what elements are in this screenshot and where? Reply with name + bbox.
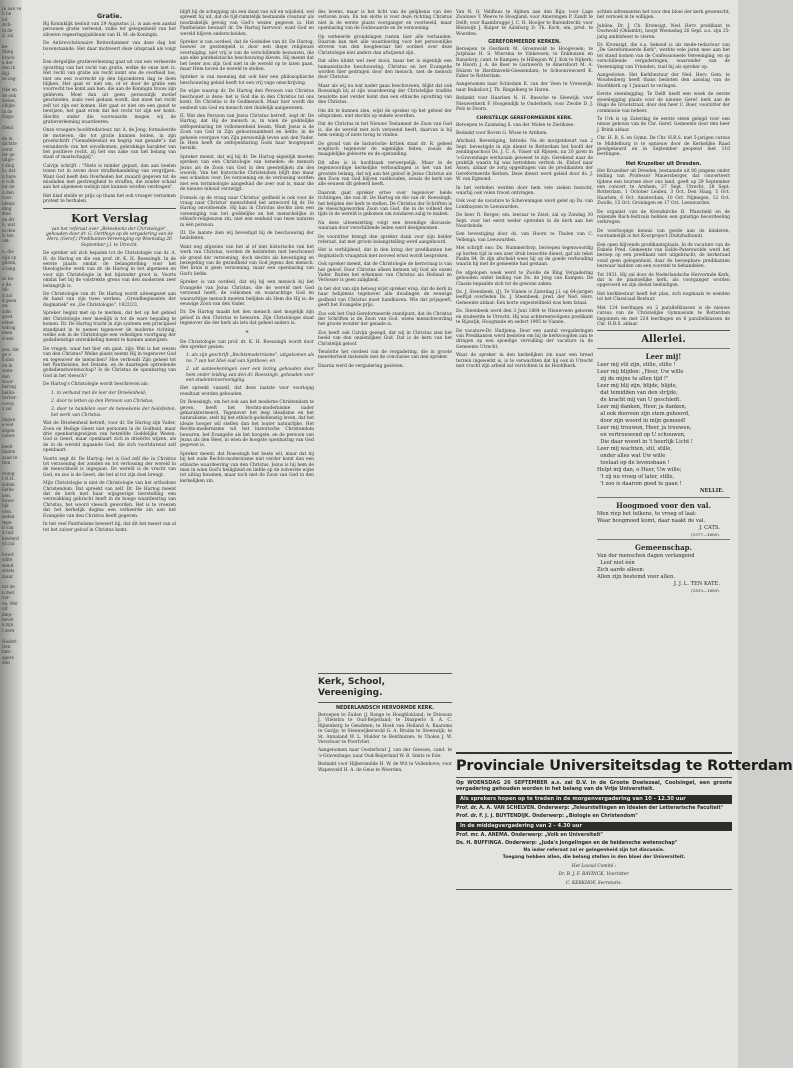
poem-line-hoogmoed: Waar hoogmoed komt, daar naakt de val. (597, 518, 706, 525)
speaker-van-schelven: Prof. dr. A. A. VAN SCHELVEN. Onderwerp: „Teleurstellingen en Idealen der Letterarische Faculteit" (456, 806, 724, 812)
verslag-paragraph-7: Voorts zegt dr. De Hartog: het is God zelf die in Christus tot verzoening der zonden en tot verlossing der wereld in de menschheid is ingegaan. De wereld is de vrucht van God, en zoo is de Geest, die het al tot zijn doel brengt. (43, 456, 176, 478)
poem-leer-mij-lines (597, 362, 730, 488)
poem-line-leer-mij: Leer mij danken, Heer, ja danken, (597, 404, 687, 411)
column-3 (318, 10, 452, 665)
poem-line-leer-mij: Leer mij stil zijn, stille, stille ! (597, 362, 676, 369)
col2-paragraph-13: Het spreekt vanzelf, dat deze laatste voor voorlopig resultaat worden gehouden. (180, 386, 314, 397)
col3-paragraph-9: Daarom gaat spreker ertoe over tegenover beide richtingen, die van dr. De Hartog en die van dr. Roessingh, het belijden der kerk te stellen. De Christus der Schriften is de vleeschgeworden Zoon van God, die in de volheid des tijds in de wereld is gekomen om zondaren zalig te maken. (318, 190, 452, 218)
section-asterisk: * (245, 329, 249, 337)
poem-leer-mij-title: Leer mij! (645, 352, 682, 362)
poem-gemeenschap-author: J. J. L. TEN KATE. (673, 581, 720, 588)
allerlei-heading: Allerlei. (641, 334, 686, 346)
col4-paragraph-16: De vacature-Dr. Haitjema. Door een aantal vergaderingen van Predikanten werd besloten om bij de kerkvoogden aan te dringen op een spoedige vervulling der vacature in de Gemeente Utrecht. (456, 328, 593, 350)
poem-line-leer-mij: Die daar woont in 't heerlijk Licht ! (597, 439, 693, 446)
poem-line-gemeenschap: Van der menschen dagen verlangend (597, 553, 695, 560)
col2-paragraph-14: Dr. Roessingh, om het ook aan het moderne Christendom te geven, heeft het Rechts-modernisme nader gekarakteriseerd. Tegenover het leeg idealisme en het naturalisme, stelt hij het ethisch-godsdienstig leven, dat het ideale hooger wil stellen dan het louter natuurlijke. Het Rechts-modernisme wil het historische Christendom bewaren, het Evangelie als het hoogste, en de persoon van Jezus als den Heer, in wien de hoogste openbaring van God gegeven is. (180, 400, 315, 449)
col4-paragraph-2: Beroepen te Oostkerk M. Groenwold te Hoogeveen; te Jutphaas H. S. Wiersma te Vinkeveen; te Enkhuizen en Ransdorp, cand. te Kampen; te Hillegom W. J. Kok te Nijkerk; te Hoorn J. A. de Boer te Garnwerd; te Amersfoort M. A. Huizen te Hardinxveld-Giessendam; te Schoonrewoerd K. Faber te Rotterdam. (456, 47, 593, 80)
poem-line-leer-mij: Helpt mij dan, o Heer, Uw wille; (597, 467, 682, 474)
advertisement-bottom-rule (456, 889, 732, 890)
col3-paragraph-17: Tenslotte het oordeel van de vergadering, die in groote meerderheid instemde met de conclusies van den spreker. (318, 349, 452, 361)
col4-paragraph-9: Ook voor de vacature te Scheveningen werd gelet op Ds. van Lonkhuyzen te Leeuwarden. (456, 199, 593, 210)
col2-paragraph-4: De wijze waarop dr. De Hartog den Persoon van Christus beschouwt is deze: het is God die in den Christus tot ons komt. De Christus is de Godmensch. Maar hier wordt die eenheid van God en mensch niet duidelijk aangewezen. (180, 89, 314, 111)
column-5 (597, 10, 730, 745)
col3-paragraph-13: Ook spreker meent, dat de Christologie de kernvraag is van het geloof. Door Christus alleen kennen wij God als onzen Vader. Buiten het erkennen van Christus als Heiland en Verlosser is geen zaligheid. (318, 262, 452, 284)
column-4 (456, 10, 593, 755)
poem-line-hoogmoed: Men riep het telkens, te vroeg of laat: (597, 511, 697, 518)
col3-paragraph-10: Na deze uiteenzetting volgt een levendige discussie, waaraan door verschillende leden werd deelgenomen. (318, 220, 452, 232)
kort-verslag-heading: Kort Verslag (71, 211, 148, 225)
poem-line-leer-mij: onder alles wat Uw wille (597, 453, 666, 460)
verslag-paragraph-8: Mijn Christologie is niet de Christologie van het orthodoxe Christendom. Dat spreekt van zelf. Dr. De Hartog meent dat de kerk met haar wijsgeerige leerstelling een verzwakking gebracht heeft in de hooge waardeering van Christus, het woord vleesch geworden. Het is te vreezen dat het kerkelijk dogma een verkeerde zin aan het Evangelie van den Christus heeft gegeven. (43, 481, 176, 519)
col2-paragraph-5: II. Wat den Persoon van Jezus Christus betreft, zegt dr. De Hartog, dat Hij de mensch is, in wien de goddelijke zelfopenbaring tot volkomenheid kwam. Want Jezus is de Zoon van God in Zijn gehoorzaamheid en liefde, in de geheele overgave van Zijn persoonlijk leven aan den Vader. In Hem heeft de zelfopenbaring Gods haar hoogtepunt bereikt. (180, 113, 314, 152)
poem-line-leer-mij: al ook dooreen zijn stem gehoord, (597, 411, 690, 418)
kort-verslag-subtitle: van het referaat over „Beteekenis der Christologie", gehouden door dr. G. Oorthuys op de vergadering van de Herv. (Geref.) Predikanten-Vereeniging op Woensdag 26 September j.l. te Utrecht. (45, 226, 174, 248)
col4-paragraph-6: Bedankt voor Boven G. Wisse te Arnhem. (456, 130, 548, 136)
poem-separator-2 (597, 539, 730, 540)
poem-line-gemeenschap: Leef niet één (597, 560, 635, 567)
col3-paragraph-16: Zoo heeft ook Calvijn gezegd, dat wij in Christus zien het beeld van den onzienlijken God. Dat is de kern van het Christelijk geloof. (318, 330, 452, 347)
col5-paragraph-3: Dr. Kromsigt, die o.a. bekend is als mede-redacteur van „De Gereformeerde Kerk", werkte vele jaren mee aan het tot stand komen van de Confessioneele Vereeniging, en op verschillende vergaderingen, waaronder van de Vereeniging van Vrienden, trad hij als spreker op. (597, 43, 730, 70)
kruzeiber-heading: Het Kruzeiber uit Dresden. (625, 160, 702, 167)
column-1 (43, 10, 176, 1060)
col4-paragraph-4: Bedankt voor Haarlem N. H. Bussche te Sleewijk; voor Nieuwerkerk F. Hoogendijk te Ouderkerk; voor Zwolle D. J. Pols te Doorn. (456, 96, 593, 113)
col5-paragraph-10: De organist van de Kreuzkirche B. Pfanstiehl en de reizende Bach-festivals hebben een gunstige beoordeeling verkregen. (597, 209, 730, 226)
gratie-paragraph-1: Bij Koninklijk besluit van 29 Augustus j.l. is aan een aantal personen gratie verleend, zulks ter gelegenheid van het zilveren regeeringsjubileum van H. M. de Koningin. (43, 22, 176, 38)
col2-paragraph-6: Spreker meent, dat wij bij dr. De Hartog eigenlijk moeten spreken van een Christologie van beneden: de mensch Jezus als de Zoon van God in den geestelijken zin des woords. Van het historische Christendom blijft dan maar een schaduw over. De verzoening en de verlossing worden met een terminologie aangeduid die zeer oud is, maar die de nieuwe inhoud verzwijgt. (180, 154, 314, 193)
poem-gemeenschap-lines (597, 553, 730, 581)
gratie-heading: Gratie. (96, 12, 123, 20)
col4-paragraph-5: Beroepen te Zaamslag S. van der Molen te Zierikzee. (456, 122, 575, 128)
gratie-paragraph-5: Calvijn schrijft : "Niets is minder gepast, dan aan beelen tonen tot in zeven door strafbehandeling van vergrijpen. Want God heeft den Overheden het zwaard gegeven tot de misdaden met gestrengheid te straffen, die zonder schaal aan het algemeen welzijn niet kunnen worden verdragen". (43, 163, 176, 191)
col2-paragraph-2: Spreker is van oordeel, dat de Godsidee van dr. De Hartog, hoewel ze gestempeld is door een diepe religieuze overtuiging, niet vrij is van de verschillende bezwaren, die aan elke pantheïstische beschouwing kleven. Hij meent dat het beter zou zijn God niet in de wereld op te laten gaan, maar Hem boven de wereld te stellen. (180, 40, 314, 73)
kerk-school-section (318, 670, 452, 1050)
poem-line-leer-mij: de kracht mij van U geschiedt. (597, 397, 681, 404)
poem-gemeenschap-title: Gemeenschap. (635, 543, 692, 553)
col3-paragraph-5: Om dit te kunnen zien, wijst de spreker op het geheel der uitspraken, niet slechts op enkele woorden. (318, 108, 452, 119)
poem-hoogmoed-author: J. CATS. (699, 525, 720, 532)
discussion-note: Na ieder referaat zal er gelegenheid zijn tot discussie. (523, 848, 665, 854)
poem-hoogmoed-lines (597, 511, 730, 525)
col2-paragraph-12: De Christologie van prof. dr. K. H. Roessingh wordt door den spreker gezien: (180, 339, 314, 350)
col4-paragraph-11: Een bevestiging door ds. van Hoorn te Tholen van C. Vellenga, van Leeuwarden. (456, 232, 593, 243)
gratie-paragraph-6: Het blad stelde er prijs op thans het ook vroeger vernomen protest te herhalen. (43, 193, 176, 205)
chr-geref-kerk-subheading: CHRISTELIJK GEREFORMEERDE KERK. (476, 115, 573, 121)
col3-paragraph-6: Dat de Christus in het Nieuwe Testament de Zoon van God is, die de wereld met zich verzoend heeft, daarvan is bij hem weinig of niets terug te vinden. (318, 122, 452, 139)
col3-paragraph-14: In het slot van zijn betoog wijst spreker erop, dat de kerk in haar belijdenis tegenover alle dwalingen de eeuwige godheid van Christus moet handhaven. Wie dat prijsgeeft, geeft het Evangelie prijs. (318, 286, 452, 309)
col4-paragraph-14: Ds. J. Steenbeek, (J). Te Vianen is Zaterdag j.l. op 64-jarigen leeftijd overleden Ds. J. Steenbeek, pred. der Ned. Herv. Gemeente aldaar. Een korte ongesteldheid was hem fataal. (456, 290, 593, 306)
poem-line-leer-mij: Leer mij trouwen, Heer, ja trouwen, (597, 425, 692, 432)
committee-heading: Het Locaal Comité : (571, 863, 617, 869)
col2-paragraph-10: Spreker is van oordeel, dat wij bij een mensch bij het Evangelie van Jezus Christus, die de wereld met God verzoend heeft, de volkomen en waarachtige God en waarachtige mensch moeten belijden als Hem die Hij is: de eeuwige Zoon van den Vader. (180, 280, 314, 307)
poem-line-leer-mij: toelaat op de levensbaan ! (597, 460, 670, 467)
col5-paragraph-13: Tot 1931. Hij zal door de Nederlandsche Hervormde Kerk, dat is de plaatselijke kerk, als voorganger worden opgevoerd en zijn dienst beëindigen. (597, 272, 730, 289)
gratie-paragraph-3: Een dergelijke gratieverleening gaat uit van een verkeerde opvatting van het recht van gratie, welke de onze niet is. Het recht van gratie als recht komt ons de overheid toe, niet om een voorrecht op den bijzonderen dag te doen blijken. Het gaat er niet om, of er door de gratie een voorrecht toe komt aan hen, die aan de Koningin trouw zijn gebleven. Moet dan uit geen persoonlijk motief geschieden, zoals veel gedaan wordt, dan moet het recht zelf tot zijn eer komen. Het gaat er niet om een gunst te bewijzen, het gaat erom dat het recht tot zijn eer komt. Slechts onder die voorwaarde mogen wij de gratieverleening waardeeren. (43, 60, 176, 125)
verslag-paragraph-5: De Hartog's Christologie wordt beschreven als: (43, 382, 149, 388)
poem-line-leer-mij: Leer mij blij zijn, blijde, blijde, (597, 383, 678, 390)
poem-hoogmoed-title: Hoogmoed voor den val. (616, 501, 711, 511)
poem-hoogmoed-years: (1577—1660). (691, 532, 720, 538)
col2-paragraph-1: blijft hij de schepping als een daad van wil en wijsheid, wel spreekt hij uit, dat de tijd-ruimtelijk bestaande creatuur als noodzakelijk gevolg van God's wezen gegeven is. Het Pantheïsme bewaart dr. De Hartog hiervoor: want God en wereld blijven onderscheiden. (180, 10, 314, 37)
verslag-paragraph-3: Spreker begint met op te merken, dat het op het gebied der Christologie zeer moeilijk is tot de ware bepaling te komen. Dr. De Hartog tracht in zijn systeem een principieel standpunt in te nemen tegenover de moderne richting, welke ook in de Christologie een volledigen voortgang der godsdienstige ontwikkeling meent te kunnen aanwijzen. (43, 311, 176, 344)
col3-paragraph-3: Dat alles klinkt wel zeer mooi, maar het is eigenlijk een humanistische beschouwing. Christus en het Evangelie worden hier gedragen door den mensch, niet de mensch door Christus. (318, 59, 452, 81)
verslag-paragraph-4: De vragen, waar het hier om gaat, zijn: Wat is het wezen van den Christus? Welke plaats neemt Hij in tegenover God en tegenover de menschen? Hoe verhoudt Zijn geheel tot het Pantheïsme, het Deïsme, en de daartegen optredende godsdienstwetenschap? Is de Christus de openbaring van God in het vleesch? (43, 346, 176, 379)
col3-paragraph-8: Dit alles is in hoofdzaak verwerpelijk. Maar in de tegenwoordige kerkelijke verhoudingen is het van het grootste belang, dat wij aan het geloof in Jezus Christus als den Zoon van God blijven vasthouden, zooals de kerk van alle eeuwen dit geleerd heeft. (318, 160, 452, 188)
poem-line-gemeenschap: Zich aarde alleen: (597, 567, 645, 574)
section-divider (43, 208, 176, 209)
poem-line-leer-mij: en vertrouwend op U schouwen, (597, 432, 686, 439)
col5-paragraph-5: Eerste steenlegging. Te Delft heeft een week de eerste steenlegging plaats voor de nieuwe Geref. kerk aan de Hugo de Grootstraat, door den heer C. Boer, voorzitter der commissie van beheer. (597, 92, 730, 114)
col2-list-item-2: 2. uit aanteekeningen over een lezing gehouden door hem onder leiding van den dr. Roessingh, gehouden voor een studentenvereeniging. (186, 367, 314, 383)
admission-note: Toegang hebben allen, die belang stellen in den bloei der Universiteit. (502, 855, 686, 861)
col4-paragraph-12: Met schrijft ons: Ds. Nummerdorp, beroepen tegenwoordig op korten tijd in een zeer druk bezochte dienst, gaf als tekst Psalm 84. In zijn afscheid wees hij op de goede verhouding waarin hij met de gemeente had gestaan. (456, 246, 593, 268)
col3-paragraph-18: Daarna werd de vergadering gesloten. (318, 363, 405, 369)
col3-paragraph-1: des levens, maar is het licht van de gelijkenis van den verloren zoon. En ten slotte is voor deze richting Christus niet in de eerste plaats voorganger en voorbeeld, maar openbaring van de Godswaarde en de verzoening. (318, 10, 452, 32)
committee-chair: Dr. B. J. F. BAVINCK, Voorzitter. (558, 872, 630, 878)
col3-paragraph-12: Het is verblijdend, dat in den kring der predikanten het dogmatisch vraagstuk met zooveel ernst wordt besproken. (318, 248, 452, 259)
col4-paragraph-1: Van N. O. Veldhuis te Alphen aan den Rijn; voor Lage Zwaluwe T. Weeve te Hoogland; voor Amerongen P. Zandt te Delft; voor Baambrugge J. C. H. Hooijer te Barendrecht; voor Bleiswijk J. Kuiper te Aalsburg D. Th. Koch, em. pred. te Woerden. (456, 10, 593, 37)
kerk-paragraph-2: Aangenomen naar Oosterhout J. van der Giessen, cand. te 's-Gravenhage; naar Oud-Beijerland W. B. Smits te Ede. (318, 748, 452, 759)
poem-separator-1 (597, 497, 730, 498)
verslag-paragraph-9: In het veel Pantheïsme beweert hij, dat dit het meest van al tot het zuiver geloof in Christus komt. (43, 522, 176, 533)
col5-paragraph-15: Met 124 leerlingen en 2 parallelklassen is de nieuwe cursus van de Christelijke Gymnasium te Rotterdam begonnen en met 224 leerlingen en 6 parallelklassen de Chr. H.B.S. aldaar. (597, 305, 730, 327)
poem-line-leer-mij: door zijn woord in mijn gemoed! (597, 418, 686, 425)
verslag-paragraph-1: De spreker wil zich bepalen tot de Christologie van dr. A. H. de Hartog en die van prof. dr. K. H. Roessingh. In de eerste plaats omdat de belangstelling voor het theologische werk van dr. de Hartog in het algemeen en voor zijn Christologie in het bijzonder groot is. Voorts omdat het bij de volstrekte grens van den modernen zeer belangrijk is. (43, 251, 176, 289)
afternoon-session-bar: In de middagvergadering van 2 - 4.30 uur (456, 822, 732, 831)
poem-line-leer-mij: Leer mij blijden: „Heer, Uw wille (597, 369, 684, 376)
poem-gemeenschap-years: (1819—1889). (691, 588, 720, 594)
advertisement-title: Provinciale Universiteitsdag te Rotterdam (456, 758, 793, 774)
morning-session-bar: Als sprekers hopen op te treden in de morgenvergadering van 10 - 12.30 uur (456, 795, 732, 804)
poem-line-leer-mij: dat temidden van den strijde, (597, 390, 678, 397)
kerk-bottom-rule (318, 702, 452, 703)
advertisement-title-rule (456, 777, 732, 778)
kerk-paragraph-1: Beroepen te Zuilen (J. Ronge te Hoogblokland; te Driesum J. Vlietstra te Oud-Beijerland; te Dinxperlo S. A. C. Rijnenberg te Gendeten; te Hoek van Holland A. Baarsma te Garijp; te Steenwijkerwold G. A. Bruins te Steenwijk; te St. Annaland W. L. Mulder te Benthuizen; te Tholen J. W. Verschoor te Poortvliet. (318, 713, 452, 746)
kerk-top-rule (318, 673, 452, 674)
committee-secretary: C. KERKHOF, Secretaris. (566, 880, 622, 886)
geref-kerken-subheading: GEREFORMEERDE KERKEN. (488, 40, 561, 46)
speaker-buytendijk: Prof. dr. F. J. J. BUYTENDIJK. Onderwerp: „Biologie en Christendom" (456, 813, 638, 819)
col5-paragraph-12: Een open blijvende predikantsplaats. In de vacature van de Enkele Pred. Gemeente van Eelde-Paterswolde werd het beroep op een predikant niet uitgebracht, de kerkeraad vond geen gelegenheid, daar de beroepbare predikanten bezwaar hadden om een voorstel te behandelen. (597, 242, 730, 270)
speaker-anema: Prof. mr. A. ANEMA. Onderwerp: „Volk en Universiteit" (456, 833, 603, 839)
verslag-paragraph-2: De Christologie van dr. De Hartog wordt uiteengezet aan de hand van zijn twee werken: „Grondbeginselen der dogmatiek" en „De Christologie", 1922/23. (43, 292, 176, 308)
col5-paragraph-2: Jubilea. Dr. J. Ch. Kromsigt, Ned. Herv. predikant te Oostwold (Oldambt), hoopt Woensdag 26 Sept. a.s. zijn 25-jarig ambtsfeest te vieren. (597, 23, 730, 40)
advertisement-lead: Op WOENSDAG 26 SEPTEMBER a.s. zal D.V. in de Groote Doelezaal, Coolsingel, een groote vergadering gehouden worden in het belang van de Vrije Universiteit. (456, 780, 732, 793)
allerlei-bottom-rule (597, 348, 730, 349)
col2-paragraph-3: Spreker is van meening dat ook hier een philosophische beschouwing geleid heeft tot een vrij vage omschrijving. (180, 75, 314, 86)
col5-paragraph-1: achten adressanten het voor den bloei der kerk gewenscht, het verzoek in te willigen. (597, 10, 730, 21)
gratie-paragraph-2: De Antirevolutionaire Rotterdammer van deze dag het bovenstaande. Het daar motiveert deze uitspraak als volgt : (43, 41, 176, 58)
verslag-list-item-1: 1. in verband met de leer der Drieëenheid; (51, 390, 147, 396)
poem-line-leer-mij: 't zoo is daarom goed te gaan ! (597, 481, 682, 488)
col2-paragraph-9: Want nog afgezien van het al of niet historische van het werk van Christus, worden de heilsfeiten niet beschouwd als grond der verzoening, doch slechts als bevestiging en bezegeling van de gezindheid van God jegens den mensch. Het kruis is geen verzoening, maar een openbaring van God's liefde. (180, 244, 314, 277)
col3-paragraph-7: De grond van de historische kritiek staat dr. R. geheel sceptisch tegenover de eigenlijke feiten, zooals de maagdelijke geboorte en de opstanding. (318, 141, 452, 158)
col5-paragraph-7: Chr. H. B. S. en Gymn. De Chr. H.B.S. met 5-jarigen cursus te Middelburg is te opnieuw door de Kerkelijke Raad goedgekeurd en in September geopend met 110 leerlingen. (597, 136, 730, 158)
verslag-list-item-2: 2. door te letten op den Persoon van Christus; (51, 398, 154, 404)
verslag-list-item-3: 3. door te handelen over de beteekenis der heilsfeiten, het werk van Christus. (51, 407, 176, 418)
col4-paragraph-7: Afscheid, Bevestiging, Intrede. Na de morgenbeurt van 2 Sept. bevestigde in zijn dienst te Rotterdam het hoofd der zendingsschool Ds. J. C. A. Visser uit Rijssen, na 20 jaren in 's-Gravenhage werkzaam geweest te zijn. Gerekend naar de praktijk waarin hij was betrokken vertrok ds. Elshof naar Assen, aldaar de zorg opgedragen van de predikanten der Gereformeerde Kerken. Deze dienst werd geleid door ds. J. W. van Egmond. (456, 139, 593, 183)
col3-paragraph-15: Zoo ook het Oud-Gereformeerde standpunt, dat de Christus der Schriften is de Zoon van God, wiens menschwording het groote wonder der genade is. (318, 311, 452, 328)
col2-paragraph-7: Evenals op de vraag naar Christus' godheid is ook voor de vraag naar Christus' menschheid het antwoord bij dr. De Hartog onvoldoende. Hij kan in Christus slechts zien een vereeniging van het goddelijke en het menschelijke in ethisch-religieuzen zin, niet een eenheid van twee naturen in één persoon. (180, 195, 314, 228)
verslag-paragraph-6: Wat de Drieëenheid betreft, voor dr. De Hartog zijn Vader, Zoon en Heilige Geest niet personen in de Godheid, maar drie openbaringswijzen van hetzelfde Goddelijke Wezen. God is Geest, maar openbaart zich in drieërlei wijzen, als de in de wereld ingaande God, die zich voortdurend zelf openbaart. (43, 421, 176, 454)
poem-line-leer-mij: zij de mijne te allen tijd !" (597, 376, 669, 383)
poem-line-gemeenschap: Allen zijn bestemd voor allen. (597, 574, 675, 581)
col2-paragraph-15: Spreker meent, dat Roessingh het beste wil, maar dat hij bij het oude Rechts-modernisme niet verder komt dan een ethische waardeering van den Christus. Jezus is bij hem de man in wien God's heiligheid en liefde op de zuiverste wijze tot uiting kwamen, maar toch niet de Zoon van God in den kerkelijken zin. (180, 451, 314, 484)
col4-paragraph-13: De afgelopen week werd te Zwolle de Ring Vergadering gehouden onder leiding van Ds. de Jong van Kampen. De Classis bepaalde zich tot de gewone zaken. (456, 270, 593, 287)
col3-paragraph-4: Maar als wij nu wat nader gaan beschouwen, blijkt dat ook Roessingh bij al zijn waardeering der Christelijke traditie tenslotte niet verder komt dan een ethische opvatting van den Christus. (318, 83, 452, 106)
col4-paragraph-8: In het verleden werden door hem vele zieken bezocht, waarbij ook velen troost ontvingen. (456, 185, 593, 196)
col4-paragraph-3: Aangenomen naar Schiedam K. van der Veen te Vreeswijk; naar Buiksloot J. Th. Ringelberg te Haren. (456, 82, 593, 93)
poem-line-leer-mij: Leer mij wachten, stil, stille, (597, 446, 672, 453)
kerk-school-heading: Kerk, School, Vereeniging. (318, 677, 385, 698)
speaker-buffinga: Ds. H. BUFFINGA. Onderwerp: „Juda's Jongelingen en de heidensche wetenschap" (456, 840, 678, 846)
column-2 (180, 10, 314, 1060)
col4-paragraph-10: De heer D. Berger, em. leeraar te Zeist, zal op Zondag 30 Sept. voor het eerst weder optreden in de kerk aan het Noordeinde. (456, 213, 593, 229)
col5-paragraph-9: Het Kruzeiber uit Dresden, bestaande uit 80 jongens onder leiding van Professor Mauersberger, dat concerteert tijdens een tournee door ons land, geeft op 29 September een concert te Arnhem, 27 Sept. Utrecht, 28 Sept. Rotterdam, 1 October Leiden, 3 Oct. Den Haag, 5 Oct. Haarlem, 6 Oct. Amsterdam, 10 Oct. Nijmegen, 12 Oct. Zwolle, 15 Oct. Groningen en 17 Oct. Leeuwarden. (597, 168, 730, 207)
poem-line-leer-mij: 't zij nu vroeg of later, stille, (597, 474, 675, 481)
left-margin-column (2, 6, 22, 1046)
col4-paragraph-15: Ds. Steenbeek werd den 3 Juni 1864 te Nieuwveen geboren en studeerde te Utrecht. Hij was achtereenvolgens predikant te Rijswijk, Hoogmade en sedert 1905 te Vianen. (456, 309, 593, 326)
col3-paragraph-2: Op verkeerde grondslagen rusten hier alle verbanden. Daarom kan met alle waardeering voor het persoonlijke streven van den hoogleeraar het oordeel over deze Christologie niet anders dan afwijzend zijn. (318, 34, 452, 56)
col5-paragraph-14: Het kerkbestuur heeft het plan, zich nogmaals te wenden tot het Classicaal Bestuur. (597, 291, 730, 303)
col2-list-item-1: 1. als zijn geschrift „Rechtsmodernisme", uitgekomen als no. 7 van het Ideë oud van Synthese; en (186, 353, 314, 364)
ned-herv-kerk-subheading: NEDERLANDSCH HERVORMDE KERK. (336, 706, 434, 711)
col2-paragraph-11: Dr. De Hartog maakt het den mensch niet mogelijk zijn geloof in den Christus te bewaren. Zijn Christologie staat tegenover die der kerk als iets dat geheel anders is. (180, 310, 314, 327)
left-margin-fragments: Je aan ve n be nd zich- in de d, zal ke- rking krach- e der den in Bijl- ze zag- rike en de ook zielen, ollijke in de rings- rbeid de in dichtte cerst ter ge uitge- t dinij la, dat n hare e volk lar de n den voor- idenis ding sten en dit h, wat in den is ten om- n, die dijk op gheim, d lang ar he- e de Mi- d zal d geen en: zakt goed elden wdrag enen d een zou, dat ge e h dan en in wete- den woor- bering hellin- verber- voorp z zal lingen e wel zegen uaten- heelt faiden zaan te tien reinig t H.H. zullen liefde nen. huwe- lijk elen. seden tege- d van d tuif krederd yn zul huwd wilte wend zetels maar rat de n met ver- en, Wel uit diep- bevel e zijn t zere Nederl tien fam- agers den (2, 6, 22, 666)
poem-leer-mij-author: NELLIE. (699, 488, 724, 495)
col5-paragraph-11: De voorloopige kennis van goede aan de kinderen, voornamelijk is het Koorproject (Dultzhalbund). (597, 228, 730, 240)
universiteitsdag-advertisement (456, 752, 793, 1058)
kerk-paragraph-3: Bedankt voor Hijkersmilde H. W. de Wit te Vollenhove; voor Wapenveld H. A. de Geus te Woerden. (318, 762, 452, 773)
col3-paragraph-11: De voorzitter brengt den spreker dank voor zijn helder referaat, dat met groote belangstelling werd aangehoord. (318, 234, 452, 246)
allerlei-top-rule (597, 330, 730, 331)
col5-paragraph-6: Te Urk is op Zaterdag de eerste steen gelegd voor een nieuw gebouw van de Chr. Geref. Gemeente door den heer J. Brink aldaar. (597, 116, 730, 133)
col2-paragraph-8: III. De laatste zien wij bevestigd bij de beschouwing der heilsfeiten. (180, 231, 314, 242)
gratie-paragraph-4: Onze vroegere hoofdredacteur, mr. A. de Jong, formuleerde de motieven, die tot gratie kunnen leiden, in zijn proefschrift ("Genadebesluit en begrip van genade"): dat veranderde van het onvolkomen, gebrekkige karakter van het positieve recht, zij het ons zake van het belang van staat of maatschappij". (43, 128, 176, 161)
col4-paragraph-17: Waar de spreker in den kerkelijken zin naar een breed terrein ingewerkt is, is te verwachten dat hij ook in Utrecht met vrucht zijn arbeid zal verrichten in de Hoofdkerk. (456, 353, 593, 369)
col5-paragraph-4: Aangesloten. Het Kerkbestuur der Ned. Herv. Gem. te Woudenberg heeft thans besloten den aanslag van de Hoofdkerk op 1 Januari te verlagen. (597, 73, 730, 89)
